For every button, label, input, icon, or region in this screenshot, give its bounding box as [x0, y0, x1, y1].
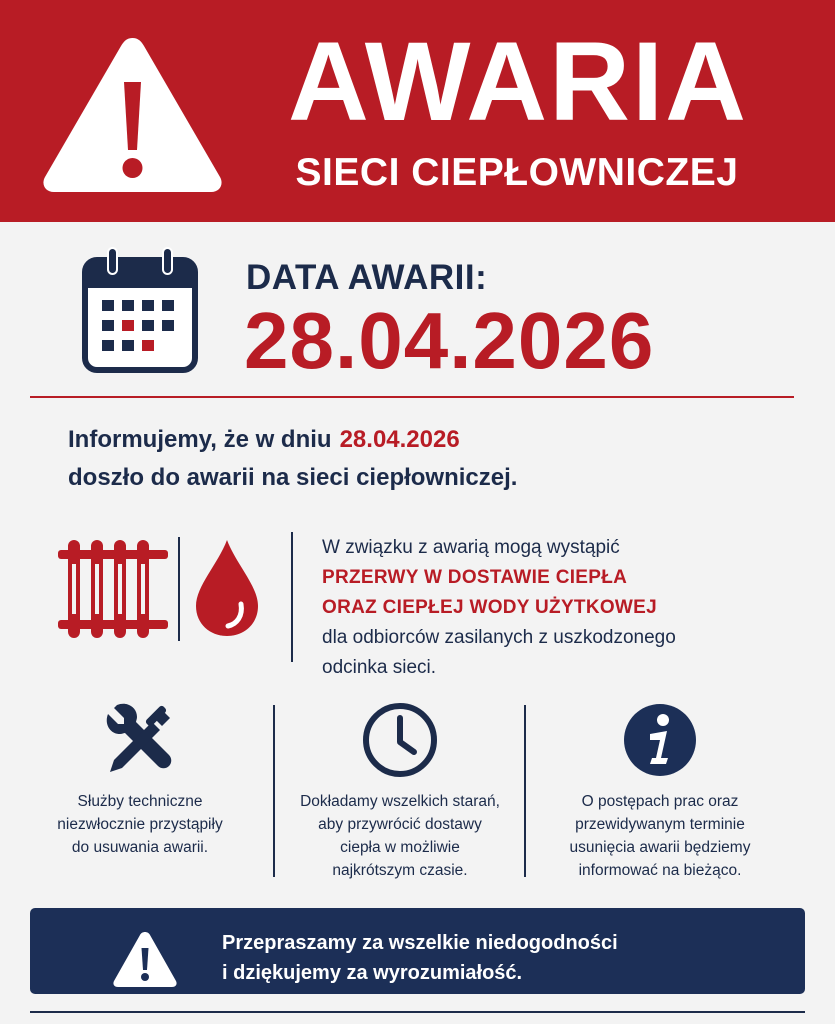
water-drop-icon — [194, 538, 260, 638]
warning-icon — [112, 930, 178, 988]
info-column-text — [545, 790, 775, 882]
info-text: Informujemy, że w dniu — [68, 426, 332, 453]
text-line: ciepła w możliwie — [340, 839, 460, 856]
footer-line: i dziękujemy za wyrozumiałość. — [222, 962, 523, 984]
text-line: najkrótszym czasie. — [332, 862, 468, 879]
page-title: AWARIA — [288, 19, 748, 144]
info-column-tools — [25, 700, 255, 859]
divider — [30, 396, 794, 398]
text-line: do usuwania awarii. — [71, 839, 209, 856]
radiator-icon — [58, 540, 168, 638]
text-line: Dokładamy wszelkich starań, — [300, 793, 500, 810]
notice-line: odcinka sieci. — [322, 657, 437, 678]
notice-highlight: ORAZ CIEPŁEJ WODY UŻYTKOWEJ — [322, 597, 657, 618]
clock-icon — [360, 700, 440, 780]
page-subtitle: SIECI CIEPŁOWNICZEJ — [295, 151, 739, 194]
date-value: 28.04.2026 — [244, 296, 655, 385]
info-column-text — [25, 790, 255, 859]
notice-block — [322, 533, 782, 683]
tools-icon — [100, 700, 180, 780]
header-banner — [0, 0, 835, 222]
footer-message — [222, 928, 618, 988]
divider — [291, 532, 293, 662]
warning-icon — [40, 32, 225, 195]
info-line-1 — [68, 426, 460, 454]
footer-banner — [30, 908, 805, 994]
info-column-text — [285, 790, 515, 882]
text-line: informować na bieżąco. — [578, 862, 742, 879]
info-column-updates — [545, 700, 775, 882]
info-icon — [620, 700, 700, 780]
info-line-2: doszło do awarii na sieci ciepłowniczej. — [68, 464, 518, 491]
text-line: przewidywanym terminie — [575, 816, 745, 833]
text-line: Służby techniczne — [77, 793, 203, 810]
text-line: O postępach prac oraz — [581, 793, 739, 810]
text-line: usunięcia awarii będziemy — [569, 839, 751, 856]
notice-highlight: PRZERWY W DOSTAWIE CIEPŁA — [322, 567, 628, 588]
notice-line: dla odbiorców zasilanych z uszkodzonego — [322, 627, 676, 648]
divider — [30, 1011, 805, 1013]
text-line: aby przywrócić dostawy — [318, 816, 482, 833]
notice-line: W związku z awarią mogą wystąpić — [322, 537, 620, 558]
divider — [524, 705, 526, 877]
divider — [273, 705, 275, 877]
calendar-icon — [82, 246, 198, 374]
date-label: DATA AWARII: — [246, 258, 488, 297]
info-column-time — [285, 700, 515, 882]
info-date: 28.04.2026 — [339, 426, 460, 453]
footer-line: Przepraszamy za wszelkie niedogodności — [222, 932, 618, 954]
text-line: niezwłocznie przystąpiły — [57, 816, 223, 833]
divider — [178, 537, 180, 641]
